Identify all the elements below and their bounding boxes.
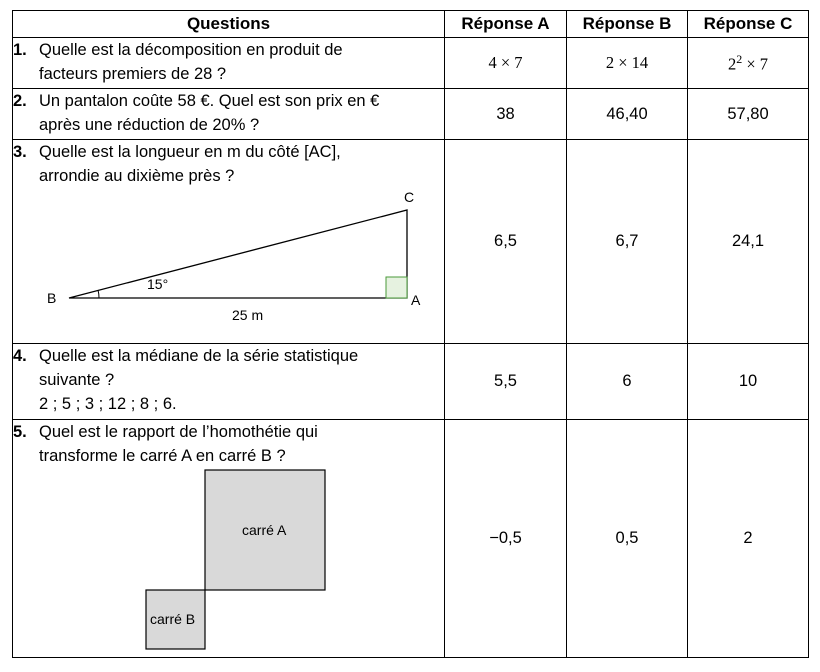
question-cell-4	[13, 344, 445, 420]
question-row-5	[13, 420, 809, 658]
question-text: 2 ; 5 ; 3 ; 12 ; 8 ; 6.	[39, 395, 177, 413]
question-row-3	[13, 140, 809, 344]
angle-arc	[98, 290, 99, 298]
answer-c-cell: 2	[688, 420, 809, 658]
question-number: 2.	[13, 92, 27, 110]
question-cell-2	[13, 89, 445, 140]
question-text: Un pantalon coûte 58 €. Quel est son prix en €	[39, 92, 380, 110]
answer-a-cell: 38	[445, 89, 567, 140]
question-text: transforme le carré A en carré B ?	[39, 447, 286, 465]
question-number: 1.	[13, 41, 27, 59]
side-length-label: 25 m	[232, 307, 264, 323]
vertex-label-b: B	[47, 290, 57, 306]
question-cell-5	[13, 420, 445, 658]
answer-a-cell: 5,5	[445, 344, 567, 420]
question-cell-3	[13, 140, 445, 344]
squares-figure	[13, 468, 433, 654]
question-number: 4.	[13, 347, 27, 365]
power-exponent: 2	[736, 51, 743, 66]
square-a-label: carré A	[242, 522, 287, 538]
question-cell-1	[13, 38, 445, 89]
angle-label: 15°	[147, 276, 169, 292]
quiz-table	[12, 10, 809, 658]
question-row-4	[13, 344, 809, 420]
question-text: Quelle est la décomposition en produit de	[39, 41, 343, 59]
answer-b-cell: 46,40	[567, 89, 688, 140]
answer-c-cell	[688, 38, 809, 89]
answer-c-cell: 57,80	[688, 89, 809, 140]
header-questions: Questions	[13, 11, 445, 38]
question-row-2	[13, 89, 809, 140]
answer-b-cell: 6,7	[567, 140, 688, 344]
power-rest: × 7	[742, 54, 769, 74]
header-answer-a: Réponse A	[445, 11, 567, 38]
triangle-abc	[69, 210, 407, 298]
vertex-label-a: A	[411, 292, 421, 308]
question-text: Quelle est la médiane de la série statistique	[39, 347, 359, 365]
square-b-label: carré B	[150, 611, 196, 627]
answer-a-cell: −0,5	[445, 420, 567, 658]
question-number: 3.	[13, 143, 27, 161]
answer-b-cell: 6	[567, 344, 688, 420]
question-text: suivante ?	[39, 371, 115, 389]
answer-a-cell: 4 × 7	[445, 38, 567, 89]
answer-c-cell: 10	[688, 344, 809, 420]
power-base: 2	[727, 54, 737, 74]
question-text: arrondie au dixième près ?	[39, 167, 235, 185]
question-row-1	[13, 38, 809, 89]
answer-a-cell: 6,5	[445, 140, 567, 344]
triangle-figure	[13, 188, 433, 340]
answer-b-cell: 0,5	[567, 420, 688, 658]
question-text: Quelle est la longueur en m du côté [AC],	[39, 143, 341, 161]
right-angle-mark	[386, 277, 407, 298]
answer-c-cell: 24,1	[688, 140, 809, 344]
vertex-label-c: C	[404, 189, 415, 205]
header-answer-c: Réponse C	[688, 11, 809, 38]
question-number: 5.	[13, 423, 27, 441]
question-text: facteurs premiers de 28 ?	[39, 65, 227, 83]
header-answer-b: Réponse B	[567, 11, 688, 38]
answer-b-cell: 2 × 14	[567, 38, 688, 89]
question-text: Quel est le rapport de l’homothétie qui	[39, 423, 318, 441]
question-text: après une réduction de 20% ?	[39, 116, 260, 134]
header-row	[13, 11, 809, 38]
